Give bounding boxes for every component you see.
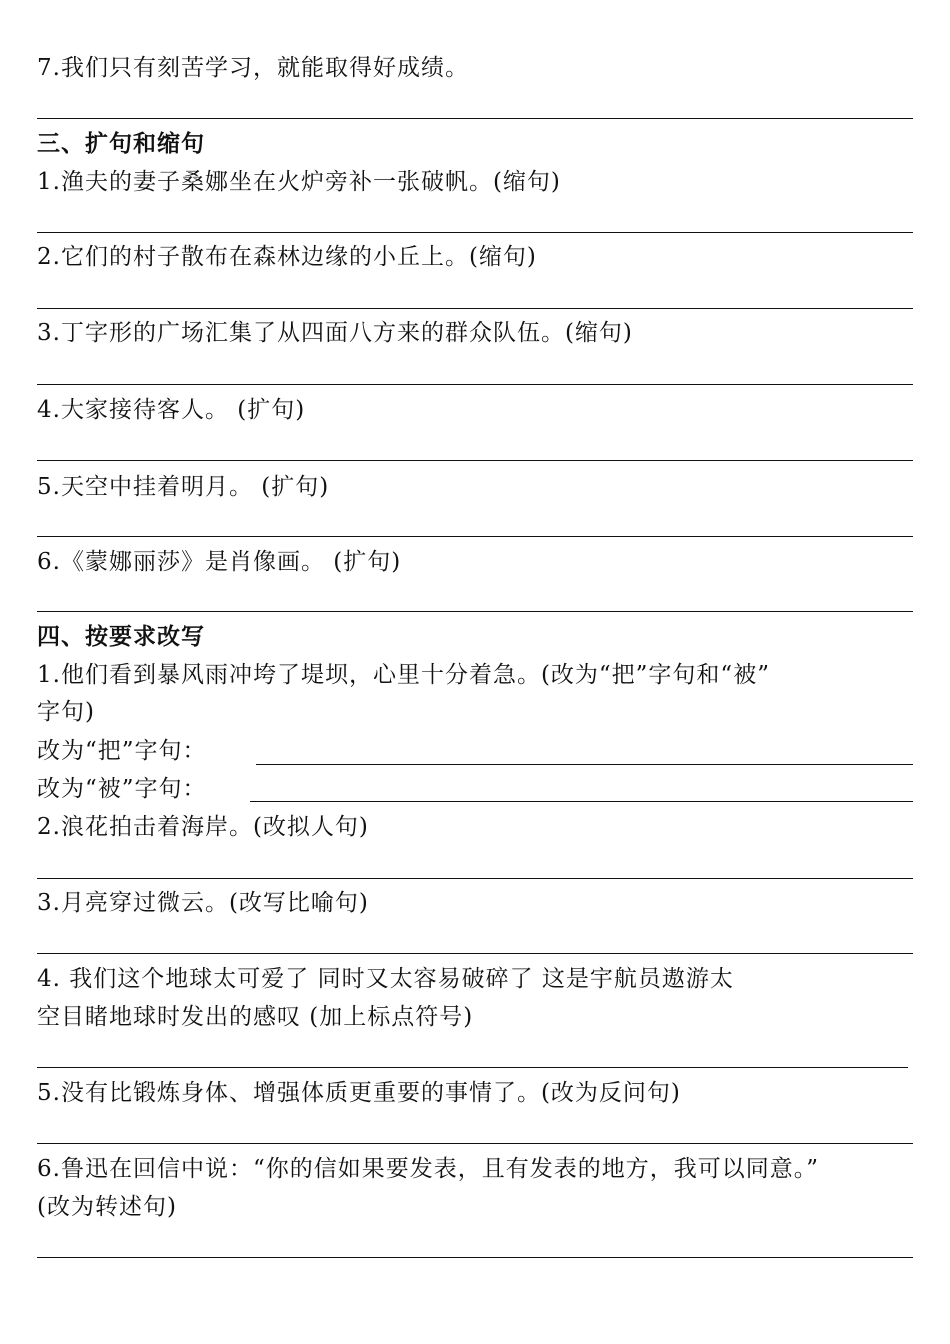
answer-line[interactable]	[37, 1143, 913, 1144]
answer-line[interactable]	[37, 308, 913, 309]
section-3-item-2: 2.它们的村子散布在森林边缘的小丘上。(缩句)	[37, 244, 537, 270]
section-4-item-2: 2.浪花拍击着海岸。(改拟人句)	[37, 814, 369, 840]
section-4-item-4-line-2: 空目睹地球时发出的感叹 (加上标点符号)	[37, 1004, 474, 1030]
section-3-item-4: 4.大家接待客人。 (扩句)	[37, 397, 306, 423]
answer-line[interactable]	[37, 953, 913, 954]
section-4-item-1-line-2: 字句)	[37, 699, 95, 725]
answer-line[interactable]	[37, 878, 913, 879]
section-3-heading: 三、扩句和缩句	[37, 131, 205, 157]
section-4-item-1-line-1: 1.他们看到暴风雨冲垮了堤坝，心里十分着急。(改为“把”字句和“被”	[37, 662, 770, 688]
answer-line[interactable]	[37, 536, 913, 537]
section-4-item-6-line-2: (改为转述句)	[37, 1194, 177, 1220]
section-4-item-6-line-1: 6.鲁迅在回信中说：“你的信如果要发表，且有发表的地方，我可以同意。”	[37, 1156, 819, 1182]
answer-line[interactable]	[37, 232, 913, 233]
answer-line[interactable]	[37, 118, 913, 119]
section-4-item-4-line-1: 4. 我们这个地球太可爱了 同时又太容易破碎了 这是宇航员遨游太	[37, 966, 734, 992]
bei-answer-line[interactable]	[250, 801, 913, 802]
answer-line[interactable]	[37, 611, 913, 612]
section-3-item-3: 3.丁字形的广场汇集了从四面八方来的群众队伍。(缩句)	[37, 320, 633, 346]
section-3-item-1: 1.渔夫的妻子桑娜坐在火炉旁补一张破帆。(缩句)	[37, 169, 561, 195]
answer-line[interactable]	[37, 1067, 908, 1068]
section-4-item-3: 3.月亮穿过微云。(改写比喻句)	[37, 890, 369, 916]
section-3-item-6: 6.《蒙娜丽莎》是肖像画。 (扩句)	[37, 549, 402, 575]
ba-answer-line[interactable]	[256, 764, 913, 765]
answer-line[interactable]	[37, 460, 913, 461]
ba-sentence-label: 改为“把”字句：	[37, 738, 207, 764]
section-3-item-5: 5.天空中挂着明月。 (扩句)	[37, 474, 330, 500]
answer-line[interactable]	[37, 1257, 913, 1258]
section-4-heading: 四、按要求改写	[37, 624, 205, 650]
section-4-item-5: 5.没有比锻炼身体、增强体质更重要的事情了。(改为反问句)	[37, 1080, 681, 1106]
question-7: 7.我们只有刻苦学习，就能取得好成绩。	[37, 55, 469, 81]
answer-line[interactable]	[37, 384, 913, 385]
bei-sentence-label: 改为“被”字句：	[37, 776, 207, 802]
